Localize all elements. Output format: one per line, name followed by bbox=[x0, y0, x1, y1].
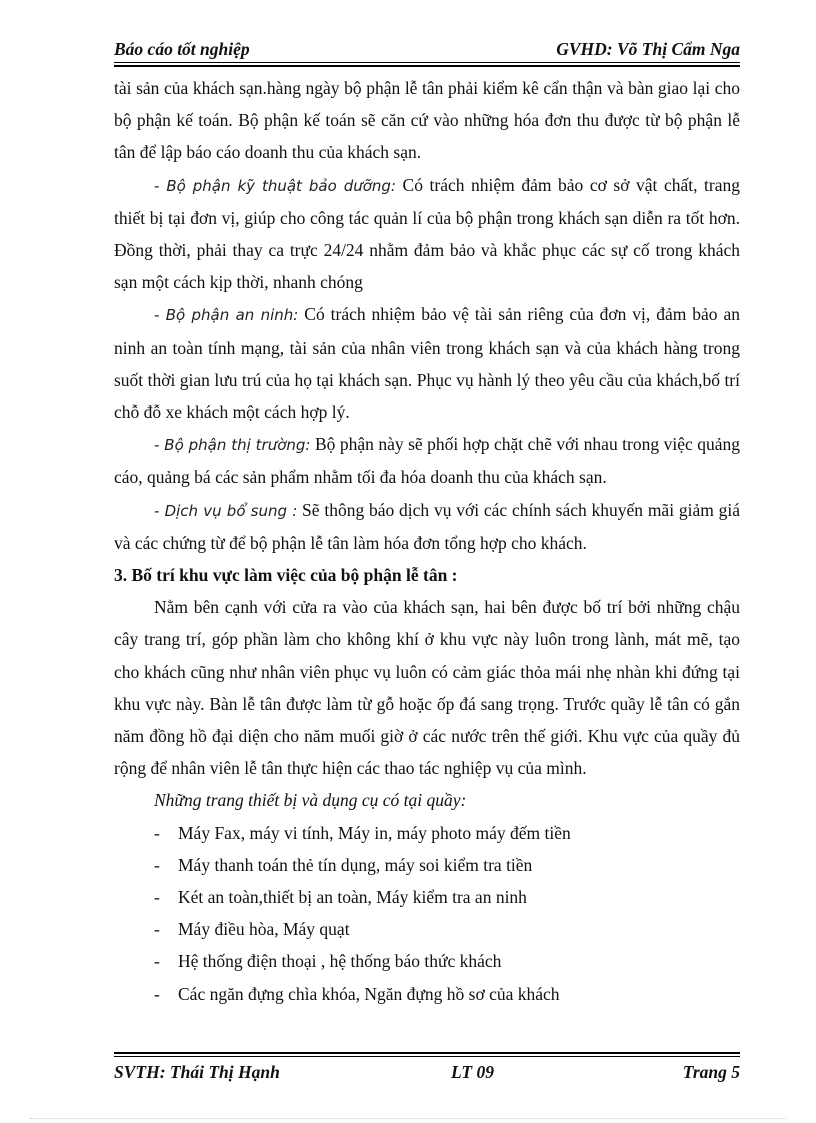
item-extra-services bbox=[114, 494, 740, 559]
list-item-text: Máy thanh toán thẻ tín dụng, máy soi kiểm tra tiền bbox=[178, 854, 533, 875]
paragraph-layout: Nằm bên cạnh với cửa ra vào của khách sạn, hai bên được bố trí bởi những chậu cây trang trí, góp phần làm cho không khí ở khu vực này luôn trong lành, mát mẽ, tạo cho khách cũng như nhân viên phục vụ luôn có cảm giác thỏa mái nhẹ nhàn khi đứng tại khu vực này. Bàn lễ tân được làm từ gỗ hoặc ốp đá sang trọng. Trước quầy lễ tân có gắn năm đồng hồ đại diện cho năm muối giờ ở các nước trên thế giới. Khu vực của quầy đủ rộng để nhân viên lễ tân thực hiện các thao tác nghiệp vụ của mình. bbox=[114, 597, 740, 779]
dash-bullet: - bbox=[154, 951, 160, 972]
item-marketing bbox=[114, 428, 740, 493]
dash-bullet: - bbox=[154, 887, 160, 908]
list-item bbox=[154, 978, 740, 1010]
dash-bullet: - bbox=[154, 822, 160, 843]
dash-bullet: - bbox=[154, 854, 160, 875]
item-label: - Bộ phận kỹ thuật bảo dưỡng: bbox=[154, 176, 396, 195]
list-item-text: Máy Fax, máy vi tính, Máy in, máy photo máy đếm tiền bbox=[178, 822, 571, 843]
footer-divider bbox=[114, 1052, 740, 1057]
item-text: Có trách nhiệm đảm bảo cơ sở vật chất, trang thiết bị tại đơn vị, giúp cho công tác quản lí của bộ phận trong khách sạn diễn ra tốt hơn. Đồng thời, phải thay ca trực 24/24 nhằm đảm bảo và khắc phục các sự cố trong khách sạn một cách kịp thời, nhanh chóng bbox=[114, 174, 740, 293]
item-maintenance bbox=[114, 169, 740, 299]
header-divider bbox=[114, 62, 740, 67]
dash-bullet: - bbox=[154, 919, 160, 940]
item-text: Có trách nhiệm bảo vệ tài sản riêng của đơn vị, đảm bảo an ninh an toàn tính mạng, tài sản của nhân viên trong khách sạn và của khách hàng trong suốt thời gian lưu trú của họ tại khách sạn. Phục vụ hành lý theo yêu cầu của khách,bố trí chỗ đỗ xe khách một cách hợp lý. bbox=[114, 304, 740, 423]
item-label: - Bộ phận an ninh: bbox=[154, 306, 299, 325]
list-item-text: Hệ thống điện thoại , hệ thống báo thức khách bbox=[178, 951, 502, 972]
footer-page-number: Trang 5 bbox=[682, 1061, 740, 1082]
header-advisor: GVHD: Võ Thị Cẩm Nga bbox=[556, 39, 740, 59]
list-item bbox=[154, 849, 740, 881]
equipment-subheading: Những trang thiết bị và dụng cụ có tại quầy: bbox=[154, 790, 467, 811]
list-item bbox=[154, 913, 740, 945]
list-item-text: Két an toàn,thiết bị an toàn, Máy kiểm tra an ninh bbox=[178, 887, 527, 908]
footer-class: LT 09 bbox=[451, 1061, 494, 1082]
item-label: - Dịch vụ bổ sung : bbox=[154, 501, 298, 520]
footer-student: SVTH: Thái Thị Hạnh bbox=[114, 1061, 280, 1082]
list-item-text: Các ngăn đựng chìa khóa, Ngăn đựng hồ sơ của khách bbox=[178, 983, 560, 1004]
equipment-list bbox=[114, 817, 740, 1010]
header-report-title: Báo cáo tốt nghiệp bbox=[114, 39, 250, 59]
dash-bullet: - bbox=[154, 983, 160, 1004]
item-text: Sẽ thông báo dịch vụ với các chính sách khuyến mãi giảm giá và các chứng từ để bộ phận lễ tân làm hóa đơn tổng hợp cho khách. bbox=[114, 499, 740, 553]
page-header bbox=[114, 36, 740, 60]
page-content bbox=[114, 72, 740, 1010]
list-item bbox=[154, 881, 740, 913]
item-text: Bộ phận này sẽ phối hợp chặt chẽ với nhau trong việc quảng cáo, quảng bá các sản phẩm nhằm tối đa hóa doanh thu của khách sạn. bbox=[114, 434, 740, 488]
item-label: - Bộ phận thị trường: bbox=[154, 436, 311, 455]
paragraph-continued: tài sản của khách sạn.hàng ngày bộ phận lễ tân phải kiểm kê cẩn thận và bàn giao lại cho bộ phận kế toán. Bộ phận kế toán sẽ căn cứ vào những hóa đơn thu được từ bộ phận lễ tân để lập báo cáo doanh thu của khách sạn. bbox=[114, 78, 740, 163]
page-footer bbox=[114, 1060, 740, 1084]
list-item-text: Máy điều hòa, Máy quạt bbox=[178, 919, 350, 940]
item-security bbox=[114, 298, 740, 428]
page-edge-dots bbox=[30, 1118, 786, 1119]
list-item bbox=[154, 945, 740, 977]
section-heading: 3. Bố trí khu vực làm việc của bộ phận lễ tân : bbox=[114, 565, 458, 586]
list-item bbox=[154, 817, 740, 849]
